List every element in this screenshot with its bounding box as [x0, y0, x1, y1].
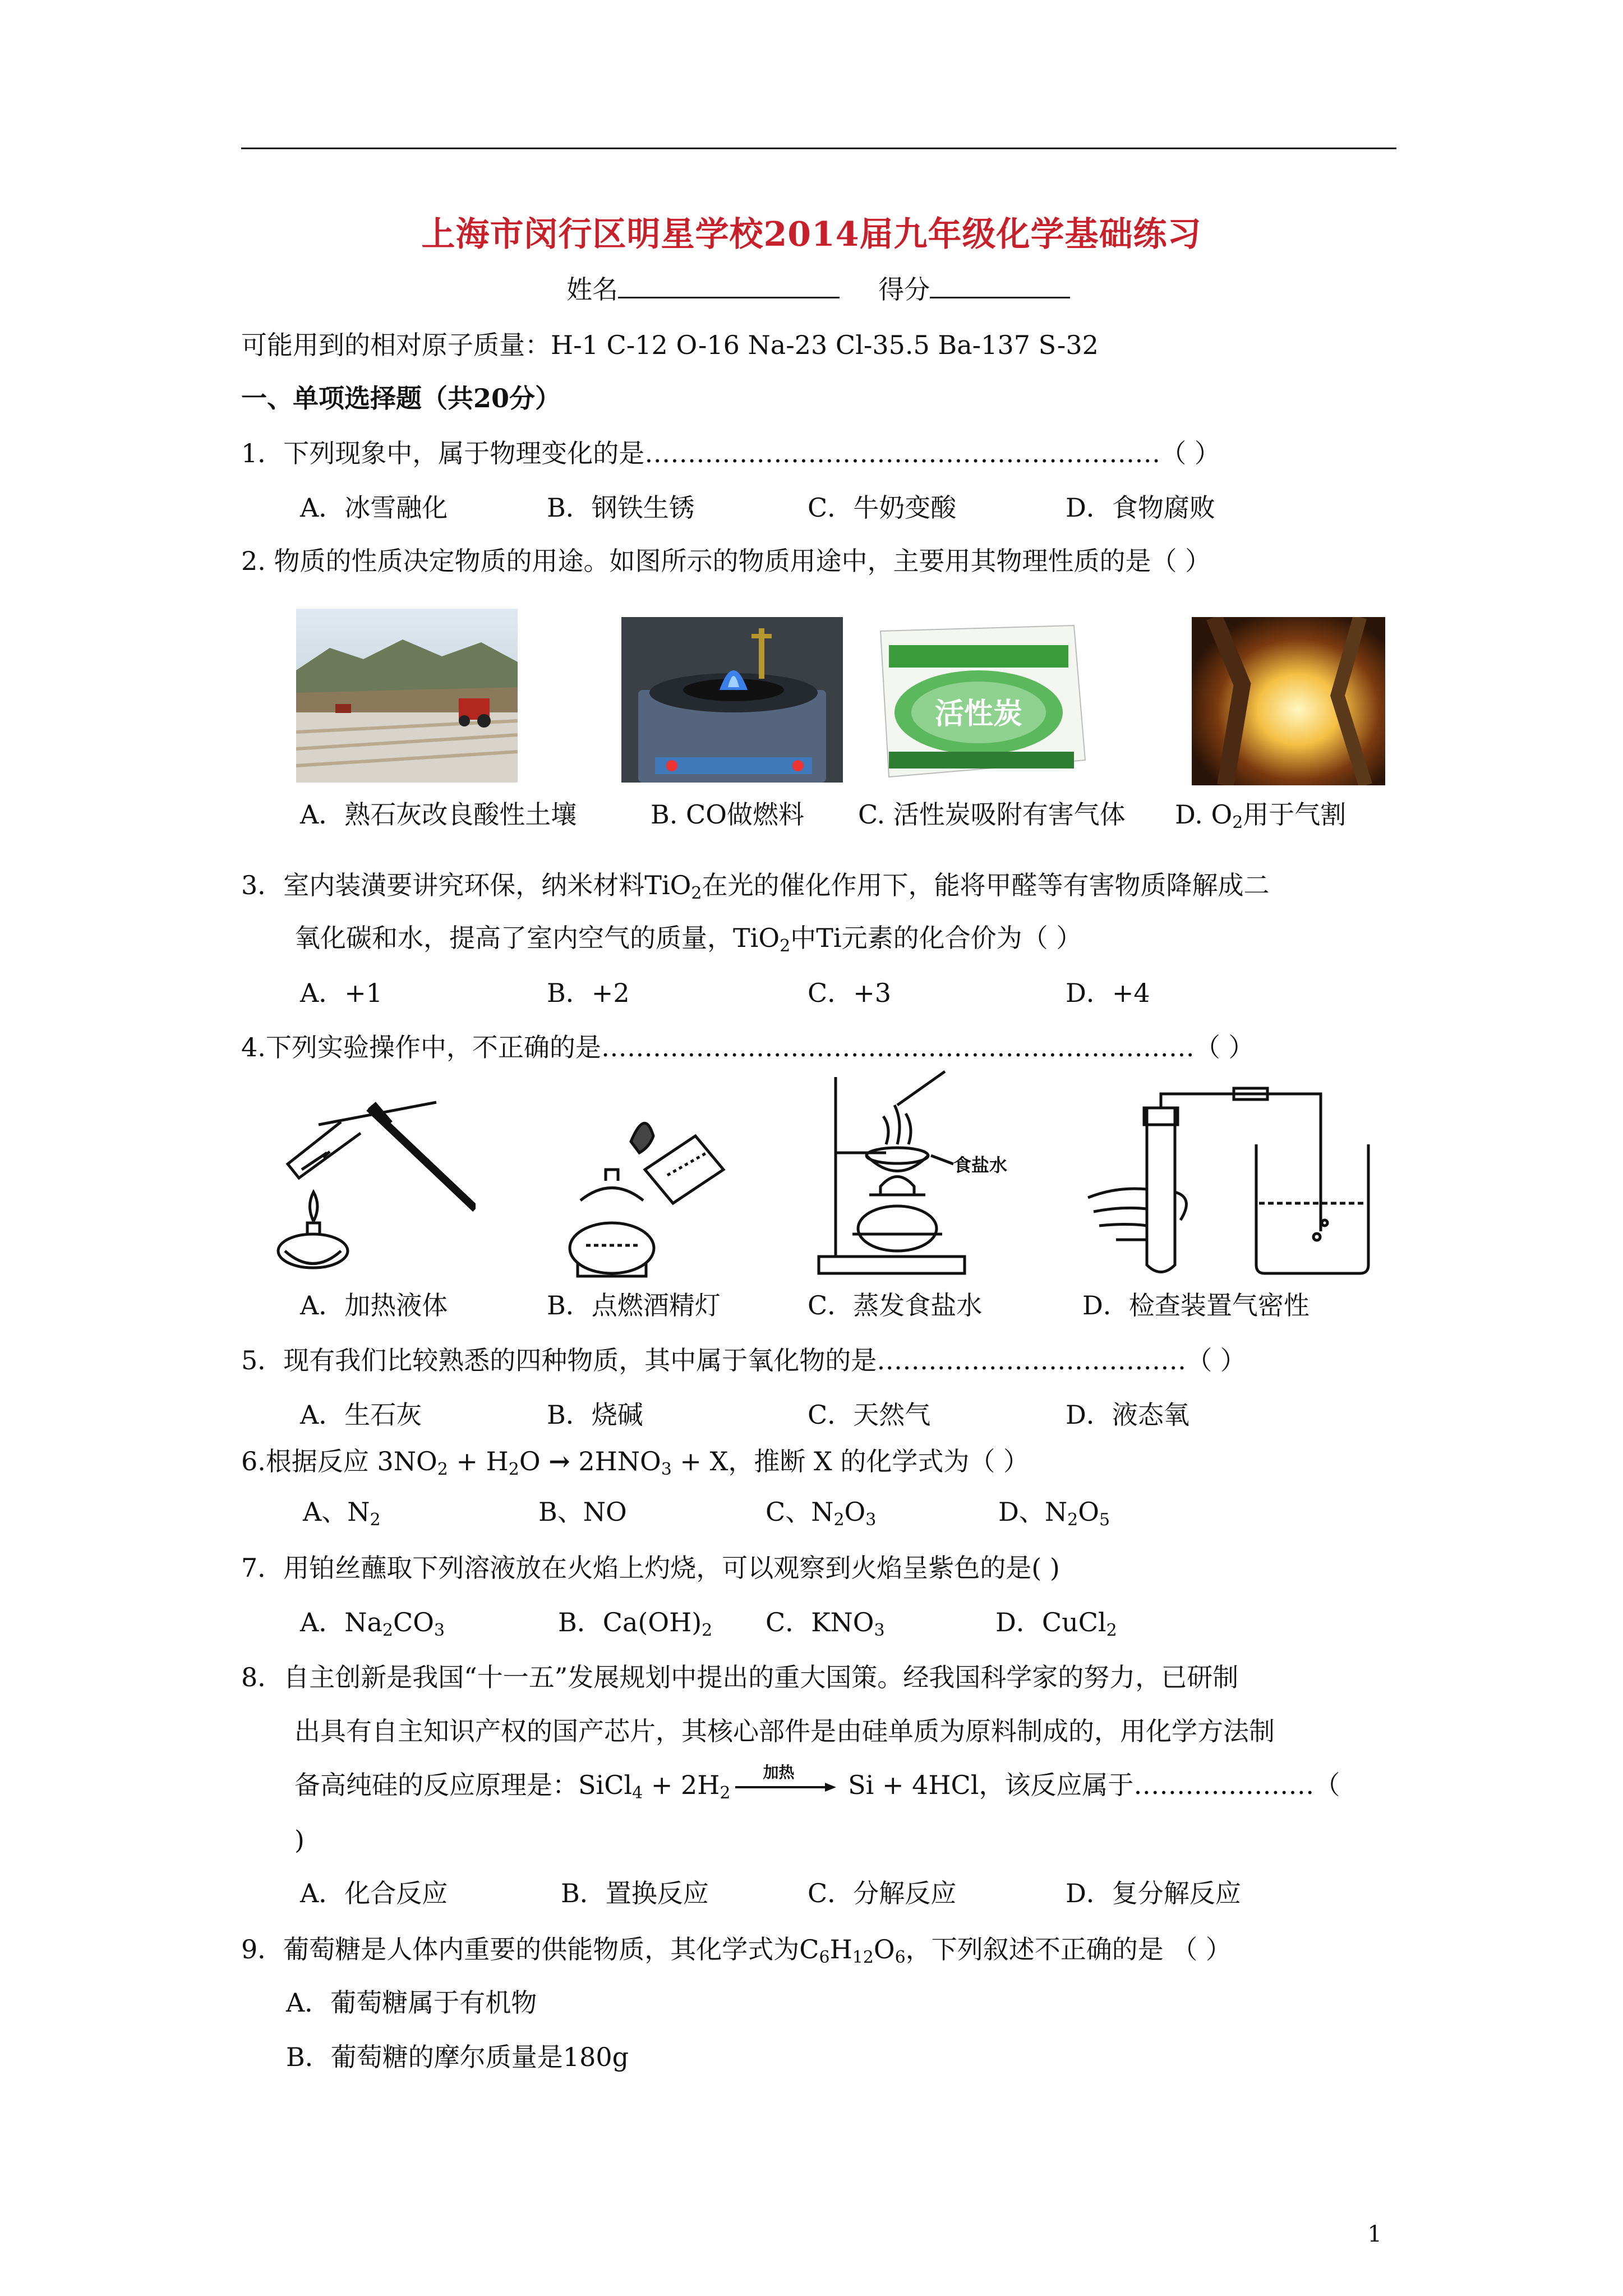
q2-option-d: D. $O_2$用于气割 [1175, 799, 1347, 832]
q8-line-1: 8．自主创新是我国“十一五”发展规划中提出的重大国策。经我国科学家的努力，已研制 [241, 1662, 1239, 1692]
q4-option-b: B．点燃酒精灯 [547, 1290, 721, 1320]
q5-option-d: D．液态氧 [1066, 1400, 1189, 1430]
oxygen-cutting-photo [1192, 617, 1385, 785]
q3-option-b: B．+2 [547, 978, 630, 1008]
farmland-tractor-photo [296, 609, 518, 783]
q1-stem: 1．下列现象中，属于物理变化的是……………………………………………………（ ） [241, 438, 1220, 468]
q7-stem: 7．用铂丝蘸取下列溶液放在火焰上灼烧，可以观察到火焰呈紫色的是( ) [241, 1553, 1060, 1583]
q1-option-d: D．食物腐败 [1066, 493, 1215, 523]
q7-option-a: A．$Na_2CO_3$ [300, 1607, 445, 1640]
heating-liquid-diagram [268, 1091, 476, 1282]
q9-option-b: B．葡萄糖的摩尔质量是180g [286, 2042, 629, 2072]
q5-stem: 5．现有我们比较熟悉的四种物质，其中属于氧化物的是………………………………（ ） [241, 1345, 1246, 1375]
q6-option-b: B、NO [538, 1497, 627, 1527]
airtightness-check-diagram [1082, 1085, 1385, 1282]
q9-stem: 9．葡萄糖是人体内重要的供能物质，其化学式为$C_6H_{12}O_6$，下列叙述不正确的是 （ ） [241, 1934, 1232, 1967]
page-title: 上海市闵行区明星学校2014届九年级化学基础练习 [421, 215, 1202, 254]
q5-option-c: C．天然气 [808, 1400, 931, 1430]
q4-option-a: A．加热液体 [300, 1290, 448, 1320]
q3-line-1: 3．室内装潢要讲究环保，纳米材料TiO$_2$在光的催化作用下，能将甲醛等有害物质降解成二 [241, 870, 1270, 903]
salt-water-label: 食盐水 [953, 1154, 1008, 1176]
q1-option-a: A．冰雪融化 [300, 493, 448, 523]
q6-option-d: D、$N_2O_5$ [998, 1497, 1110, 1530]
name-blank[interactable] [618, 272, 840, 298]
q8-line-2: 出具有自主知识产权的国产芯片，其核心部件是由硅单质为原料制成的，用化学方法制 [294, 1716, 1275, 1746]
q4-stem: 4.下列实验操作中，不正确的是……………………………………………………………（ ） [241, 1032, 1255, 1062]
reaction-arrow-with-condition: 加热 [731, 1768, 840, 1802]
q8-option-a: A．化合反应 [300, 1878, 448, 1908]
q2-option-a: A．熟石灰改良酸性土壤 [300, 799, 577, 830]
lighting-alcohol-lamp-diagram [555, 1102, 740, 1282]
q9-option-a: A．葡萄糖属于有机物 [286, 1987, 537, 2018]
package-label: 活性炭 [934, 697, 1023, 731]
score-label: 得分 [878, 274, 930, 305]
q3-option-a: A．+1 [300, 978, 383, 1008]
q2-option-b: B. CO做燃料 [651, 799, 804, 830]
evaporating-salt-water-diagram [813, 1066, 1049, 1282]
name-label: 姓名 [566, 274, 618, 305]
q8-option-c: C．分解反应 [808, 1878, 957, 1908]
section-heading: 一、单项选择题（共20分） [241, 383, 561, 413]
atomic-masses: 可能用到的相对原子质量：H-1 C-12 O-16 Na-23 Cl-35.5 Ba-137 S-32 [241, 330, 1099, 360]
q3-option-c: C．+3 [808, 978, 892, 1008]
q8-option-d: D．复分解反应 [1066, 1878, 1241, 1908]
q1-option-c: C．牛奶变酸 [808, 493, 957, 523]
q8-line-4: ) [294, 1825, 305, 1855]
q3-option-d: D．+4 [1066, 978, 1150, 1008]
page-number: 1 [1367, 2221, 1382, 2247]
q6-option-a: A、$N_2$ [303, 1497, 381, 1530]
q1-option-b: B．钢铁生锈 [547, 493, 695, 523]
gas-stove-photo [621, 617, 843, 783]
q4-option-d: D．检查装置气密性 [1082, 1290, 1310, 1320]
q6-stem: 6.根据反应 $3NO_2 + H_2O \to 2HNO_3 + X$，推断 X 的化学式为（ ） [241, 1446, 1029, 1479]
q7-option-c: C．$KNO_3$ [766, 1607, 885, 1640]
q8-option-b: B．置换反应 [561, 1878, 709, 1908]
q5-option-b: B．烧碱 [547, 1400, 643, 1430]
q7-option-d: D．CuCl$_2$ [995, 1607, 1117, 1640]
q6-option-c: C、$N_2O_3$ [766, 1497, 877, 1530]
q4-option-c: C．蒸发食盐水 [808, 1290, 983, 1320]
reaction-arrow: → [548, 1446, 570, 1476]
header-rule [241, 148, 1396, 149]
q2-stem: 2. 物质的性质决定物质的用途。如图所示的物质用途中，主要用其物理性质的是（ ） [241, 546, 1211, 576]
q3-line-2: 氧化碳和水，提高了室内空气的质量，TiO$_2$中Ti元素的化合价为（ ） [294, 923, 1082, 956]
activated-carbon-package-photo [872, 614, 1091, 783]
q7-option-b: B．$Ca(OH)_2$ [558, 1607, 713, 1640]
name-score-row [566, 272, 1070, 306]
q2-option-c: C. 活性炭吸附有害气体 [858, 799, 1126, 830]
q5-option-a: A．生石灰 [300, 1400, 422, 1430]
q8-line-3: 备高纯硅的反应原理是：SiCl$_4$ + $2H_2$ 加热 Si + 4HCl，该反应属于…………………（ [294, 1763, 1340, 1803]
score-blank[interactable] [930, 272, 1070, 298]
